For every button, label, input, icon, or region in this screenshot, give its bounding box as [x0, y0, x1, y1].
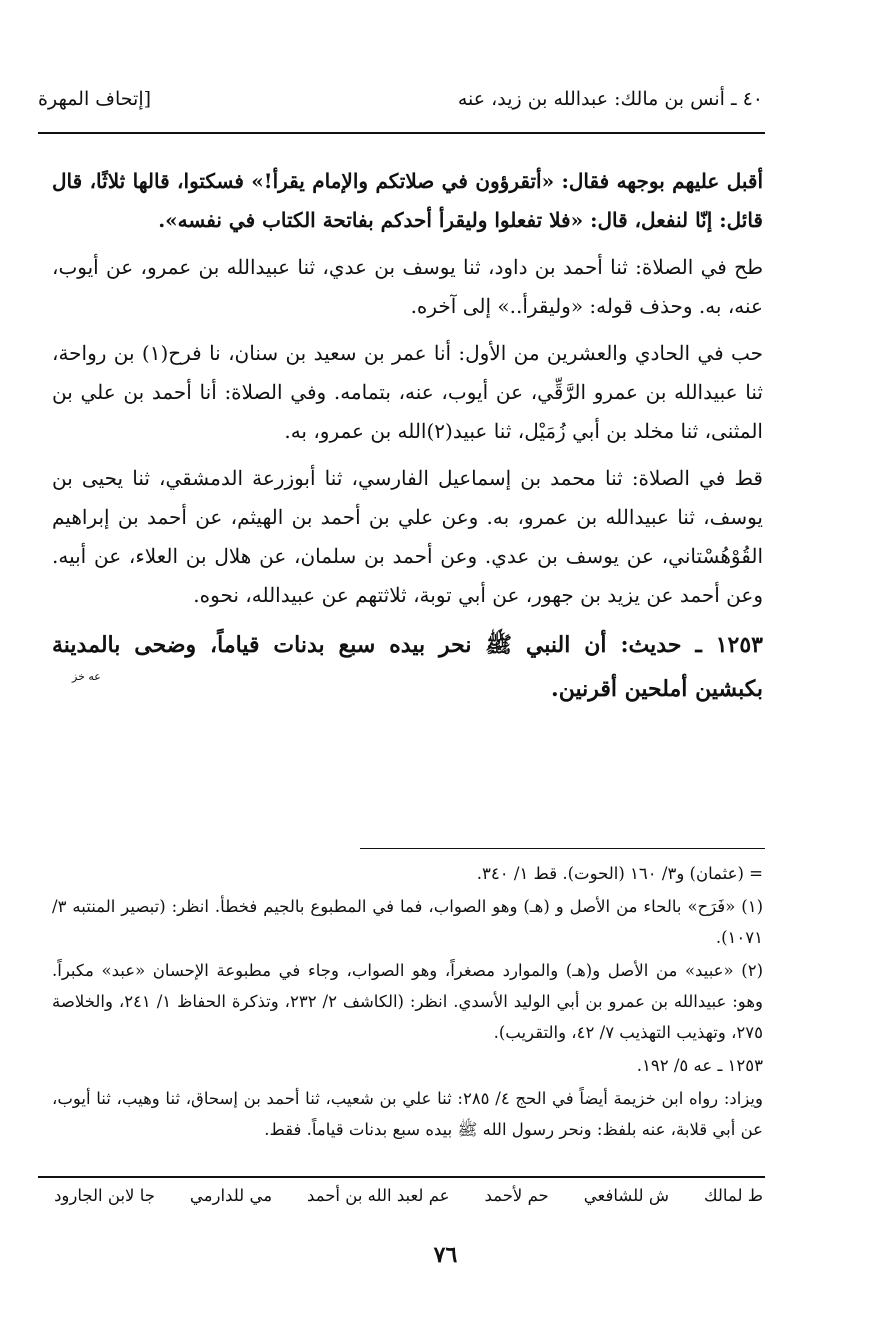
abbrev-darimi: مي للدارمي: [189, 1186, 273, 1205]
header-divider: [38, 132, 765, 134]
abbrev-abdullah: عم لعبد الله بن أحمد: [307, 1186, 450, 1205]
footnote-addition: ويزاد: رواه ابن خزيمة أيضاً في الحج ٤/ ٢٨٥: ثنا علي بن شعيب، ثنا أحمد بن إسحاق، ثنا وهيب، ثنا أيوب، عن أبي قلابة، عنه بلفظ: ونحر رسول الله ﷺ بيده سبع بدنات قياماً. فقط.: [52, 1089, 763, 1139]
abbrev-malik: ط لمالك: [703, 1186, 763, 1205]
hadith-1253: [52, 623, 763, 711]
abbreviations-divider: [38, 1176, 765, 1178]
header-book-title: [إتحاف المهرة: [38, 88, 152, 110]
footnotes: [52, 858, 763, 1147]
page-number: ٧٦: [433, 1242, 458, 1268]
main-text: [52, 162, 763, 719]
footnote-1253-ref: ١٢٥٣ ـ عه ٥/ ١٩٢.: [636, 1056, 763, 1075]
paragraph-tahawi: طح في الصلاة: ثنا أحمد بن داود، ثنا يوسف بن عدي، ثنا عبيدالله بن عمرو، عن أيوب، عنه، به. وحذف قوله: «وليقرأ..» إلى آخره.: [52, 255, 763, 318]
paragraph-hadith-continuation: أقبل عليهم بوجهه فقال: «أتقرؤون في صلاتكم والإمام يقرأ!» فسكتوا، قالها ثلاثًا، قال قائل: إنّا لنفعل، قال: «فلا تفعلوا وليقرأ أحدكم بفاتحة الكتاب في نفسه».: [52, 169, 763, 232]
footnote-1: (١) «فَرَح» بالحاء من الأصل و (هـ) وهو الصواب، فما في المطبوع بالجيم فخطأ. انظر: (تبصير المنتبه ٣/ ١٠٧١).: [52, 897, 763, 947]
footnote-2: (٢) «عبيد» من الأصل و(هـ) والموارد مصغراً، وهو الصواب، وجاء في مطبوعة الإحسان «عبد» مكبراً. وهو: عبيدالله بن عمرو بن أبي الوليد الأسدي. انظر: (الكاشف ٢/ ٢٣٢، وتذكرة الحفاظ ١/ ٢٤١، والخلاصة ٢٧٥، وتهذيب التهذيب ٧/ ٤٢، والتقريب).: [52, 961, 764, 1042]
header-chapter-title: ٤٠ ـ أنس بن مالك: عبدالله بن زيد، عنه: [457, 88, 763, 110]
abbreviations-key: [54, 1186, 763, 1205]
abbrev-shafii: ش للشافعي: [583, 1186, 669, 1205]
footnote-continuation: = (عثمان) و٣/ ١٦٠ (الحوت). قط ١/ ٣٤٠.: [476, 864, 763, 883]
abbrev-ibn-jarud: جا لابن الجارود: [54, 1186, 155, 1205]
hadith-text: ١٢٥٣ ـ حديث: أن النبي ﷺ نحر بيده سبع بدنات قياماً، وضحى بالمدينة بكبشين أملحين أقرنين.: [52, 632, 763, 702]
paragraph-daraqutni: قط في الصلاة: ثنا محمد بن إسماعيل الفارسي، ثنا أبوزرعة الدمشقي، ثنا يحيى بن يوسف، ثنا عبيدالله بن عمرو، به. وعن علي بن أحمد بن الهيثم، عن أحمد بن إبراهيم القُوْهُسْتاني، عن يوسف بن عدي. وعن أحمد بن سلمان، عن هلال بن العلاء، عن أبيه. وعن أحمد عن يزيد بن جهور، عن أبي توبة، ثلاثتهم عن عبيدالله، نحوه.: [52, 466, 763, 607]
footnote-divider: [360, 848, 765, 849]
abbrev-ahmad: حم لأحمد: [484, 1186, 549, 1205]
hadith-source-symbols: عه خز: [72, 670, 101, 683]
running-header: [38, 82, 763, 116]
paragraph-ibn-hibban: حب في الحادي والعشرين من الأول: أنا عمر بن سعيد بن سنان، نا فرح(١) بن رواحة، ثنا عبيدالله بن عمرو الرَّقِّي، عن أيوب، عنه، بتمامه. وفي الصلاة: أنا أحمد بن علي بن المثنى، ثنا مخلد بن أبي زُمَيْل، ثنا عبيد(٢)الله بن عمرو، به.: [52, 341, 763, 443]
